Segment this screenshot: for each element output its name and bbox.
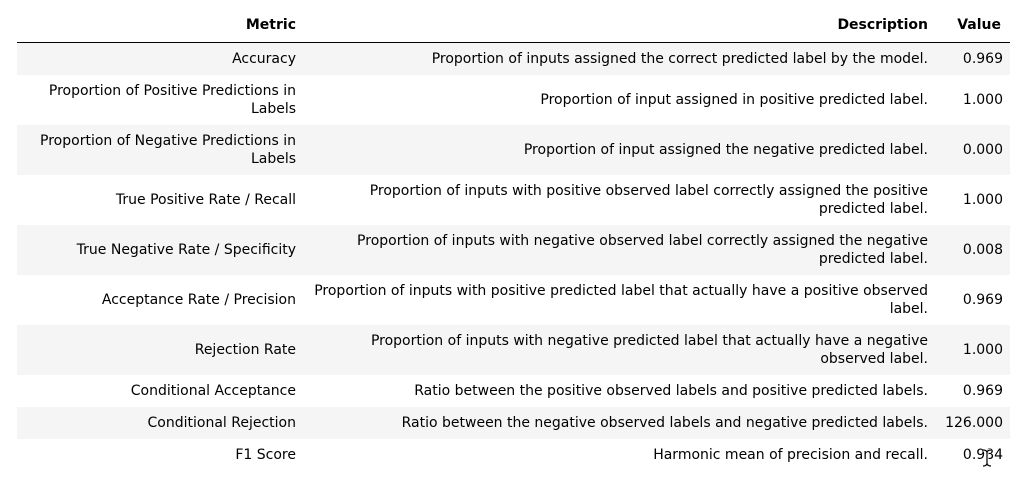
- description-cell: Proportion of input assigned the negative predicted label.: [523, 142, 928, 158]
- value-cell: 1.000: [962, 192, 1003, 208]
- value-cell: 0.969: [962, 51, 1003, 67]
- description-cell: Ratio between the positive observed labels and positive predicted labels.: [414, 383, 928, 399]
- value-cell: 1.000: [962, 342, 1003, 358]
- description-cell: Proportion of inputs assigned the correct predicted label by the model.: [431, 51, 928, 67]
- table-row: [17, 125, 1010, 175]
- metrics-table-container: [17, 8, 1010, 471]
- description-cell: Proportion of inputs with negative observed label correctly assigned the negative predicted label.: [357, 233, 928, 267]
- metric-cell: True Positive Rate / Recall: [115, 192, 296, 208]
- value-cell: 0.984: [962, 447, 1003, 463]
- value-cell: 0.969: [962, 292, 1003, 308]
- table-row: [17, 75, 1010, 125]
- description-cell: Proportion of input assigned in positive predicted label.: [540, 92, 928, 108]
- value-cell: 0.008: [962, 242, 1003, 258]
- metric-cell: Conditional Acceptance: [130, 383, 296, 399]
- metric-cell: Rejection Rate: [194, 342, 296, 358]
- description-cell: Proportion of inputs with positive observed label correctly assigned the positive predicted label.: [369, 183, 928, 217]
- table-row: [17, 225, 1010, 275]
- table-row: [17, 375, 1010, 407]
- table-row: [17, 175, 1010, 225]
- table-row: [17, 275, 1010, 325]
- header-metric: Metric: [17, 8, 305, 43]
- description-cell: Proportion of inputs with positive predicted label that actually have a positive observed label.: [314, 283, 928, 317]
- text-cursor-icon: [982, 449, 992, 467]
- description-cell: Harmonic mean of precision and recall.: [653, 447, 928, 463]
- table-row: [17, 43, 1010, 76]
- table-row: [17, 439, 1010, 471]
- table-header-row: [17, 8, 1010, 43]
- value-cell: 126.000: [945, 415, 1003, 431]
- metric-cell: Accuracy: [232, 51, 296, 67]
- metric-cell: True Negative Rate / Specificity: [76, 242, 296, 258]
- value-cell: 0.969: [962, 383, 1003, 399]
- description-cell: Ratio between the negative observed labels and negative predicted labels.: [401, 415, 928, 431]
- metric-cell: Conditional Rejection: [147, 415, 296, 431]
- metric-cell: F1 Score: [235, 447, 296, 463]
- metric-cell: Proportion of Negative Predictions in Labels: [40, 133, 296, 167]
- metric-cell: Acceptance Rate / Precision: [101, 292, 296, 308]
- value-cell: 0.000: [962, 142, 1003, 158]
- description-cell: Proportion of inputs with negative predicted label that actually have a negative observed label.: [370, 333, 928, 367]
- metric-cell: Proportion of Positive Predictions in Labels: [48, 83, 296, 117]
- header-value: Value: [937, 8, 1010, 43]
- metrics-table: [17, 8, 1010, 471]
- header-description: Description: [305, 8, 937, 43]
- table-row: [17, 407, 1010, 439]
- value-cell: 1.000: [962, 92, 1003, 108]
- table-row: [17, 325, 1010, 375]
